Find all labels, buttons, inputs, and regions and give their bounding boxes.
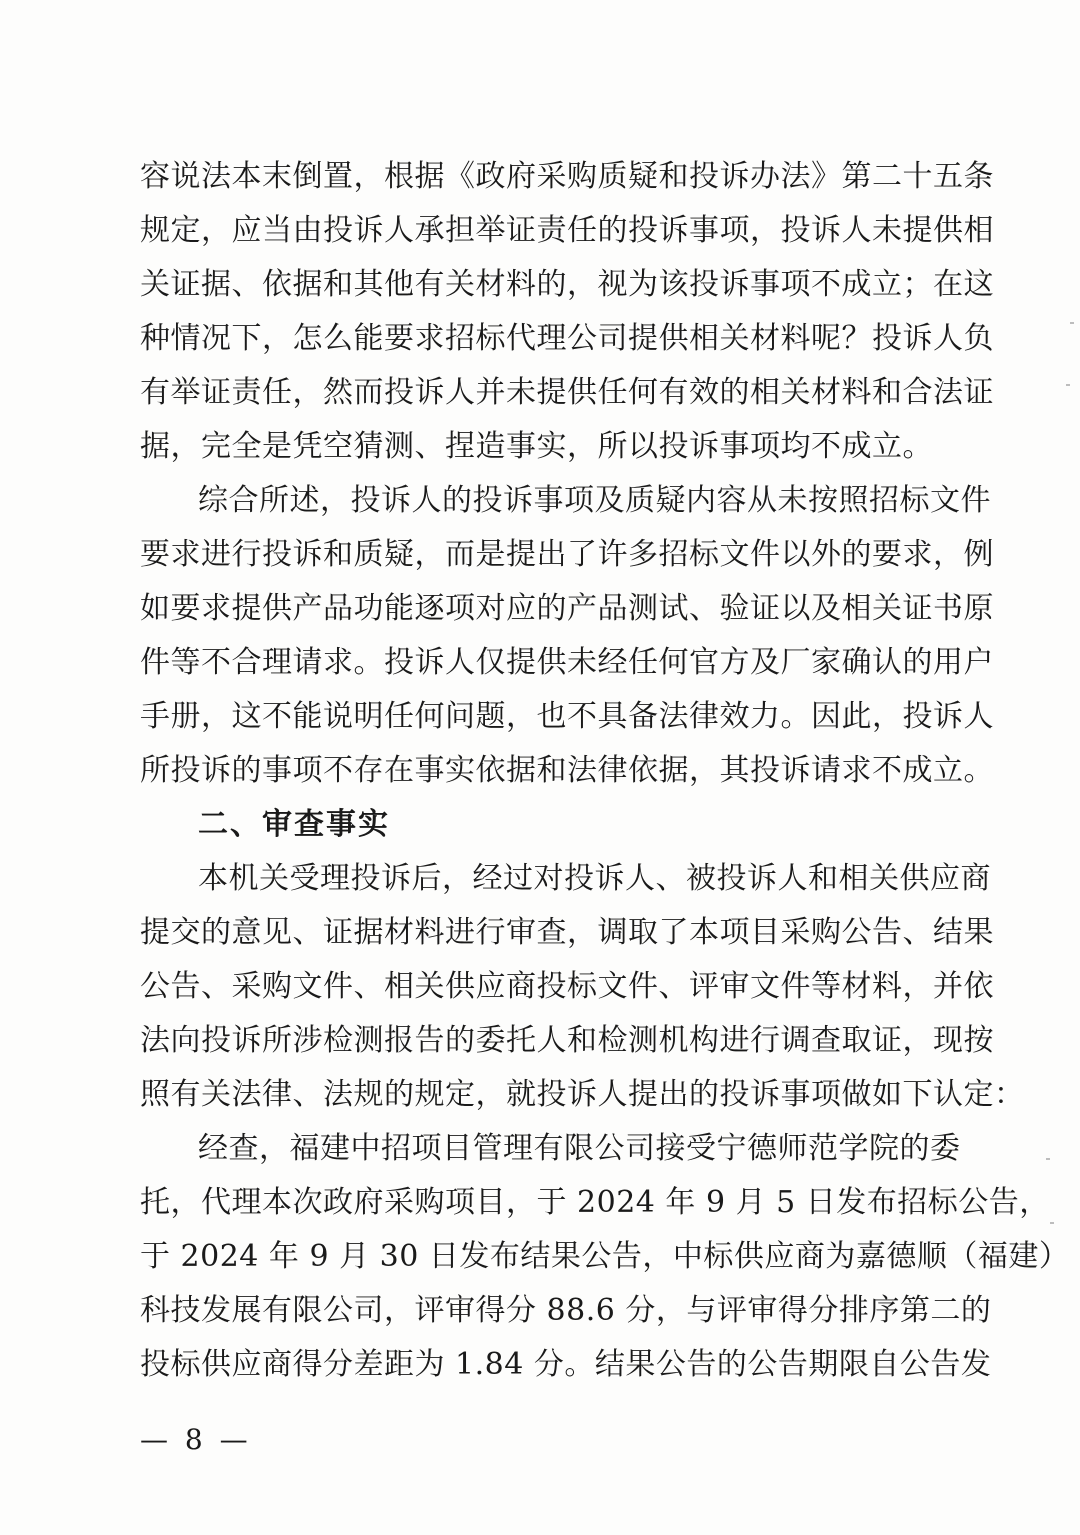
text-line: 综合所述，投诉人的投诉事项及质疑内容从未按照招标文件 — [198, 483, 991, 518]
paragraph-evidence-burden — [140, 150, 994, 474]
text-line: 手册，这不能说明任何问题，也不具备法律效力。因此，投诉人 — [140, 699, 994, 734]
scan-speck — [1050, 1222, 1054, 1224]
text-line: 所投诉的事项不存在事实依据和法律依据，其投诉请求不成立。 — [140, 753, 994, 788]
text-line: 据，完全是凭空猜测、捏造事实，所以投诉事项均不成立。 — [140, 429, 933, 464]
text-line: 托，代理本次政府采购项目，于 2024 年 9 月 5 日发布招标公告， — [140, 1185, 1050, 1220]
text-line: 照有关法律、法规的规定，就投诉人提出的投诉事项做如下认定： — [140, 1077, 1025, 1112]
text-line: 规定，应当由投诉人承担举证责任的投诉事项，投诉人未提供相 — [140, 213, 994, 248]
section-heading: 二、审查事实 — [198, 807, 390, 842]
text-line: 要求进行投诉和质疑，而是提出了许多招标文件以外的要求，例 — [140, 537, 994, 572]
text-line: 有举证责任，然而投诉人并未提供任何有效的相关材料和合法证 — [140, 375, 994, 410]
text-line: 科技发展有限公司，评审得分 88.6 分，与评审得分排序第二的 — [140, 1293, 992, 1328]
text-line: 种情况下，怎么能要求招标代理公司提供相关材料呢？投诉人负 — [140, 321, 994, 356]
page-number: — 8 — — [140, 1423, 252, 1456]
paragraph-findings — [140, 1122, 1070, 1392]
text-line: 于 2024 年 9 月 30 日发布结果公告，中标供应商为嘉德顺（福建） — [140, 1239, 1070, 1274]
text-line: 如要求提供产品功能逐项对应的产品测试、验证以及相关证书原 — [140, 591, 994, 626]
text-line: 容说法本末倒置，根据《政府采购质疑和投诉办法》第二十五条 — [140, 159, 994, 194]
scan-speck — [1066, 384, 1070, 386]
text-line: 投标供应商得分差距为 1.84 分。结果公告的公告期限自公告发 — [140, 1347, 992, 1382]
text-line: 件等不合理请求。投诉人仅提供未经任何官方及厂家确认的用户 — [140, 645, 994, 680]
text-line: 法向投诉所涉检测报告的委托人和检测机构进行调查取证，现按 — [140, 1023, 994, 1058]
text-line: 关证据、依据和其他有关材料的，视为该投诉事项不成立；在这 — [140, 267, 994, 302]
text-line: 提交的意见、证据材料进行审查，调取了本项目采购公告、结果 — [140, 915, 994, 950]
scan-speck — [1070, 322, 1074, 324]
text-line: 本机关受理投诉后，经过对投诉人、被投诉人和相关供应商 — [198, 861, 991, 896]
text-line: 经查，福建中招项目管理有限公司接受宁德师范学院的委 — [198, 1131, 961, 1166]
document-body — [140, 150, 1070, 1392]
text-line: 公告、采购文件、相关供应商投标文件、评审文件等材料，并依 — [140, 969, 994, 1004]
scan-speck — [1046, 1158, 1050, 1160]
paragraph-review-process — [140, 852, 1025, 1122]
paragraph-summary — [140, 474, 994, 798]
